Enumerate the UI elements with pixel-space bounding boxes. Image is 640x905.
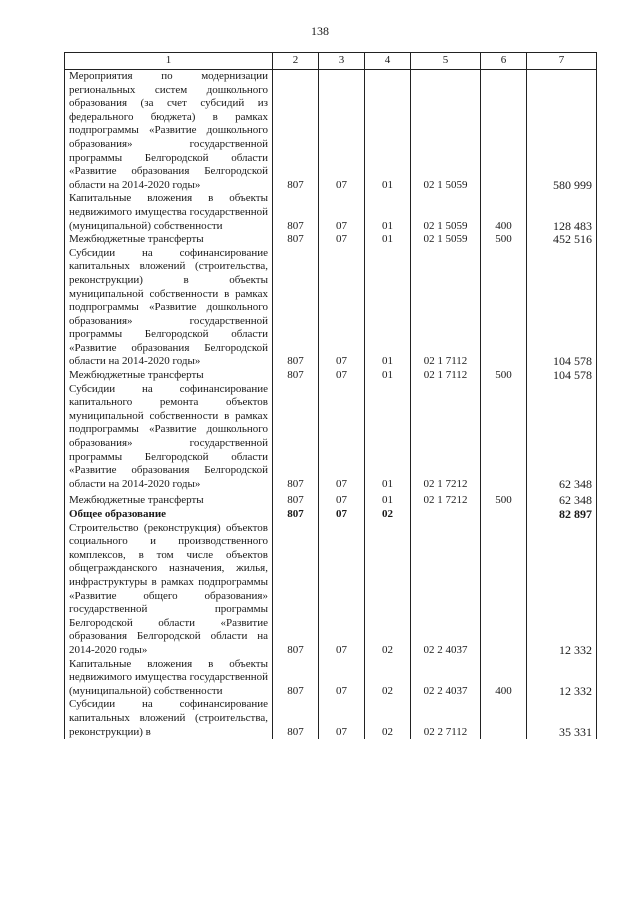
row-section-code: 07 [319,491,365,508]
column-header: 3 [319,53,365,70]
row-subsection-code: 01 [365,369,411,383]
table-row [65,383,597,492]
row-section-code: 07 [319,192,365,233]
page-number: 138 [311,24,329,38]
table-row [65,522,597,658]
row-amount: 62 348 [527,491,597,508]
row-description: Капитальные вложения в объекты недвижимого имущества государственной (муниципальной) собственности [65,192,273,233]
row-description: Межбюджетные трансферты [65,491,273,508]
row-description: Субсидии на софинансирование капитальных вложений (строительства, реконструкции) в [65,698,273,739]
row-subsection-code: 02 [365,698,411,739]
row-target-code: 02 1 7112 [411,247,481,369]
column-header: 6 [481,53,527,70]
table-row [65,491,597,508]
row-section-code: 07 [319,233,365,247]
row-ministry-code: 807 [273,491,319,508]
row-expense-type [481,70,527,193]
row-ministry-code: 807 [273,508,319,522]
row-description: Межбюджетные трансферты [65,233,273,247]
row-target-code: 02 1 7212 [411,383,481,492]
row-section-code: 07 [319,658,365,699]
table-row [65,698,597,739]
row-expense-type [481,698,527,739]
row-ministry-code: 807 [273,698,319,739]
row-subsection-code: 01 [365,70,411,193]
table-row [65,192,597,233]
table-row [65,70,597,193]
row-target-code: 02 1 5059 [411,233,481,247]
row-ministry-code: 807 [273,522,319,658]
row-subsection-code: 02 [365,522,411,658]
row-expense-type: 400 [481,192,527,233]
column-header: 7 [527,53,597,70]
row-target-code: 02 2 4037 [411,522,481,658]
row-target-code: 02 2 4037 [411,658,481,699]
table-row [65,658,597,699]
row-section-code: 07 [319,70,365,193]
column-header: 2 [273,53,319,70]
row-ministry-code: 807 [273,369,319,383]
table-row [65,369,597,383]
row-expense-type: 500 [481,369,527,383]
row-subsection-code: 01 [365,491,411,508]
budget-table [64,52,597,739]
row-description: Мероприятия по модернизации региональных систем дошкольного образования (за счет субсидий из федерального бюджета) в рамках подпрограммы «Развитие дошкольного образования» государственной программы Белгородской области «Развитие образования Белгородской области на 2014-2020 годы» [65,70,273,193]
row-expense-type [481,247,527,369]
row-expense-type: 500 [481,491,527,508]
row-description: Субсидии на софинансирование капитальных вложений (строительства, реконструкции) в объекты муниципальной собственности в рамках подпрограммы «Развитие дошкольного образования» государственной программы Белгородской области «Развитие образования Белгородской области на 2014-2020 годы» [65,247,273,369]
row-expense-type: 400 [481,658,527,699]
table-row [65,247,597,369]
column-header: 4 [365,53,411,70]
row-ministry-code: 807 [273,70,319,193]
row-amount: 12 332 [527,522,597,658]
row-target-code [411,508,481,522]
row-target-code: 02 1 5059 [411,70,481,193]
row-subsection-code: 02 [365,658,411,699]
row-target-code: 02 1 5059 [411,192,481,233]
row-subsection-code: 01 [365,233,411,247]
row-description: Субсидии на софинансирование капитального ремонта объектов муниципальной собственности в рамках подпрограммы «Развитие дошкольного образования» государственной программы Белгородской области «Развитие образования Белгородской области на 2014-2020 годы» [65,383,273,492]
section-heading-row [65,508,597,522]
row-amount: 12 332 [527,658,597,699]
row-section-code: 07 [319,247,365,369]
row-section-code: 07 [319,369,365,383]
row-description: Строительство (реконструкция) объектов социального и производственного комплексов, в том числе объектов общегражданского назначения, жилья, инфраструктуры в рамках подпрограммы «Развитие общего образования» государственной программы Белгородской области «Развитие образования Белгородской области на 2014-2020 годы» [65,522,273,658]
row-expense-type: 500 [481,233,527,247]
column-header: 5 [411,53,481,70]
row-expense-type [481,383,527,492]
row-subsection-code: 01 [365,192,411,233]
row-amount: 128 483 [527,192,597,233]
row-expense-type [481,508,527,522]
row-description: Капитальные вложения в объекты недвижимого имущества государственной (муниципальной) собственности [65,658,273,699]
row-target-code: 02 1 7212 [411,491,481,508]
table-row [65,233,597,247]
row-amount: 580 999 [527,70,597,193]
row-subsection-code: 01 [365,383,411,492]
row-section-code: 07 [319,698,365,739]
header-row [65,53,597,70]
row-ministry-code: 807 [273,192,319,233]
row-section-code: 07 [319,508,365,522]
row-target-code: 02 1 7112 [411,369,481,383]
row-target-code: 02 2 7112 [411,698,481,739]
row-section-code: 07 [319,383,365,492]
row-amount: 104 578 [527,369,597,383]
row-section-code: 07 [319,522,365,658]
row-description: Межбюджетные трансферты [65,369,273,383]
row-subsection-code: 02 [365,508,411,522]
row-amount: 82 897 [527,508,597,522]
row-subsection-code: 01 [365,247,411,369]
row-amount: 35 331 [527,698,597,739]
section-title: Общее образование [65,508,273,522]
column-header: 1 [65,53,273,70]
row-ministry-code: 807 [273,233,319,247]
row-ministry-code: 807 [273,247,319,369]
row-ministry-code: 807 [273,658,319,699]
row-amount: 62 348 [527,383,597,492]
row-amount: 104 578 [527,247,597,369]
row-ministry-code: 807 [273,383,319,492]
row-amount: 452 516 [527,233,597,247]
row-expense-type [481,522,527,658]
